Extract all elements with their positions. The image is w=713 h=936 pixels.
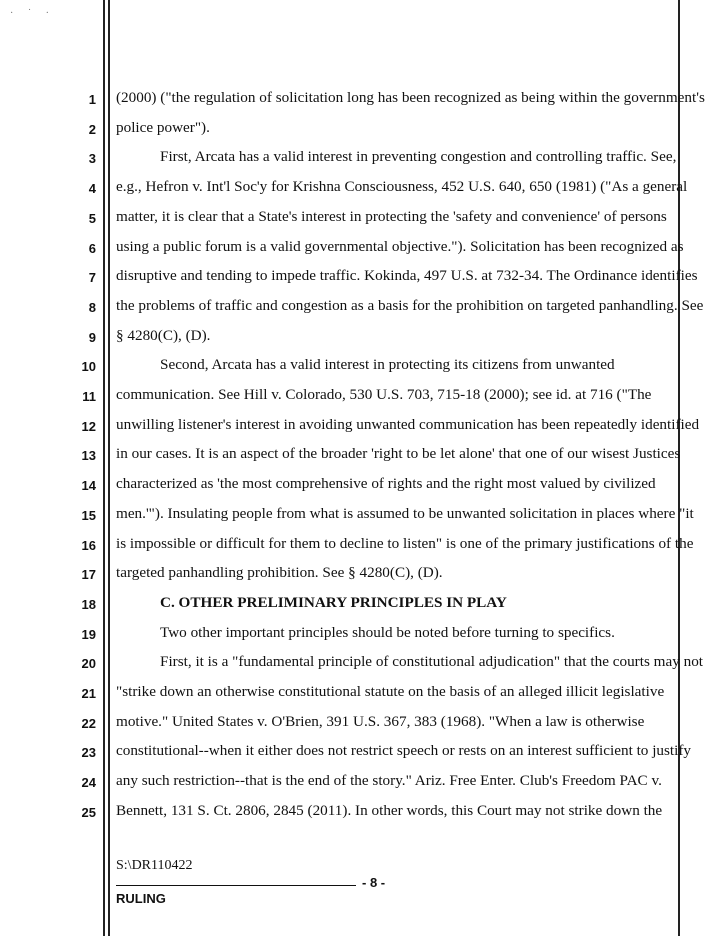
line-text: § 4280(C), (D). <box>116 326 211 344</box>
line-number: 7 <box>88 270 96 286</box>
line-number: 4 <box>88 181 96 197</box>
line-number: 21 <box>81 686 96 701</box>
line-row <box>0 619 713 649</box>
line-text: unwilling listener's interest in avoiding unwanted communication has been repeatedly identified <box>116 415 700 433</box>
line-text: First, Arcata has a valid interest in preventing congestion and controlling traffic. See, <box>160 148 677 166</box>
line-text: "strike down an otherwise constitutional statute on the basis of an alleged illicit legislative <box>116 683 665 700</box>
page-number: - 8 - <box>362 875 386 890</box>
line-number: 16 <box>81 537 96 553</box>
line-number: 10 <box>81 359 96 375</box>
line-row <box>0 678 713 708</box>
line-row <box>0 203 713 233</box>
line-row <box>0 767 713 797</box>
line-text: using a public forum is a valid governmental objective."). Solicitation has been recognized as <box>116 237 684 255</box>
document-label: RULING <box>116 891 166 906</box>
line-row <box>0 559 713 589</box>
line-number: 3 <box>88 151 96 167</box>
document-code: S:\DR110422 <box>116 858 193 873</box>
line-number: 2 <box>88 121 96 137</box>
line-number: 15 <box>81 507 96 523</box>
line-number: 23 <box>81 745 96 761</box>
line-row <box>0 797 713 827</box>
line-text: disruptive and tending to impede traffic. Kokinda, 497 U.S. at 732-34. The Ordinance identifies <box>116 267 698 285</box>
line-number: 13 <box>81 448 96 464</box>
line-text: police power"). <box>116 118 210 136</box>
line-text: e.g., Hefron v. Int'l Soc'y for Krishna Consciousness, 452 U.S. 640, 650 (1981) ("As a general <box>116 178 688 196</box>
line-row <box>0 322 713 352</box>
line-number: 25 <box>81 804 96 820</box>
line-row <box>0 708 713 738</box>
line-row <box>0 470 713 500</box>
line-row <box>0 292 713 322</box>
line-text: communication. See Hill v. Colorado, 530 U.S. 703, 715-18 (2000); see id. at 716 ("The <box>116 386 652 403</box>
line-row <box>0 411 713 441</box>
line-number: 20 <box>81 656 96 672</box>
line-text: motive." United States v. O'Brien, 391 U.S. 367, 383 (1968). "When a law is otherwise <box>116 712 645 730</box>
line-number: 6 <box>88 240 96 256</box>
line-text: Two other important principles should be noted before turning to specifics. <box>160 623 615 641</box>
line-number: 9 <box>88 329 96 345</box>
line-number: 14 <box>81 478 96 494</box>
line-row <box>0 143 713 173</box>
line-text: characterized as 'the most comprehensive of rights and the right most valued by civilized <box>116 475 656 493</box>
line-text: matter, it is clear that a State's interest in protecting the 'safety and convenience' of persons <box>116 207 667 225</box>
line-text: constitutional--when it either does not restrict speech or rests on an interest sufficient to justify <box>116 742 692 760</box>
line-row <box>0 500 713 530</box>
line-number: 18 <box>81 596 96 612</box>
line-row <box>0 737 713 767</box>
section-heading: C. OTHER PRELIMINARY PRINCIPLES IN PLAY <box>160 593 507 611</box>
line-number: 17 <box>81 567 96 583</box>
line-row <box>0 351 713 381</box>
line-text: First, it is a "fundamental principle of constitutional adjudication" that the courts may not <box>160 653 704 671</box>
line-number: 22 <box>81 715 96 731</box>
line-text: Bennett, 131 S. Ct. 2806, 2845 (2011). In other words, this Court may not strike down the <box>116 801 663 819</box>
line-text: any such restriction--that is the end of the story." Ariz. Free Enter. Club's Freedom PAC v. <box>116 772 662 790</box>
line-row <box>0 262 713 292</box>
line-number: 24 <box>81 775 96 791</box>
line-text: in our cases. It is an aspect of the broader 'right to be let alone' that one of our wisest Justices <box>116 445 681 463</box>
line-text: targeted panhandling prohibition. See § 4280(C), (D). <box>116 564 443 582</box>
line-number: 19 <box>81 626 96 642</box>
line-row <box>0 440 713 470</box>
line-row <box>0 84 713 114</box>
line-row <box>0 648 713 678</box>
line-row <box>0 233 713 263</box>
line-number: 8 <box>88 299 96 315</box>
line-row <box>0 530 713 560</box>
line-text: men.'"). Insulating people from what is assumed to be unwanted solicitation in places where "it <box>116 504 694 522</box>
line-row <box>0 381 713 411</box>
line-row <box>0 173 713 203</box>
line-text: the problems of traffic and congestion as a basis for the prohibition on targeted panhandling. See <box>116 296 704 314</box>
line-row <box>0 589 713 619</box>
line-text: (2000) ("the regulation of solicitation long has been recognized as being within the government's <box>116 89 705 106</box>
line-number: 11 <box>82 389 96 404</box>
line-text: is impossible or difficult for them to decline to listen" is one of the primary justifications of the <box>116 534 694 552</box>
scan-specks: · ˙ · <box>10 8 55 19</box>
line-number: 12 <box>81 418 96 434</box>
line-number: 5 <box>88 210 96 226</box>
line-number: 1 <box>88 92 96 107</box>
footer-rule <box>116 885 356 886</box>
line-text: Second, Arcata has a valid interest in protecting its citizens from unwanted <box>160 356 615 374</box>
line-row <box>0 114 713 144</box>
